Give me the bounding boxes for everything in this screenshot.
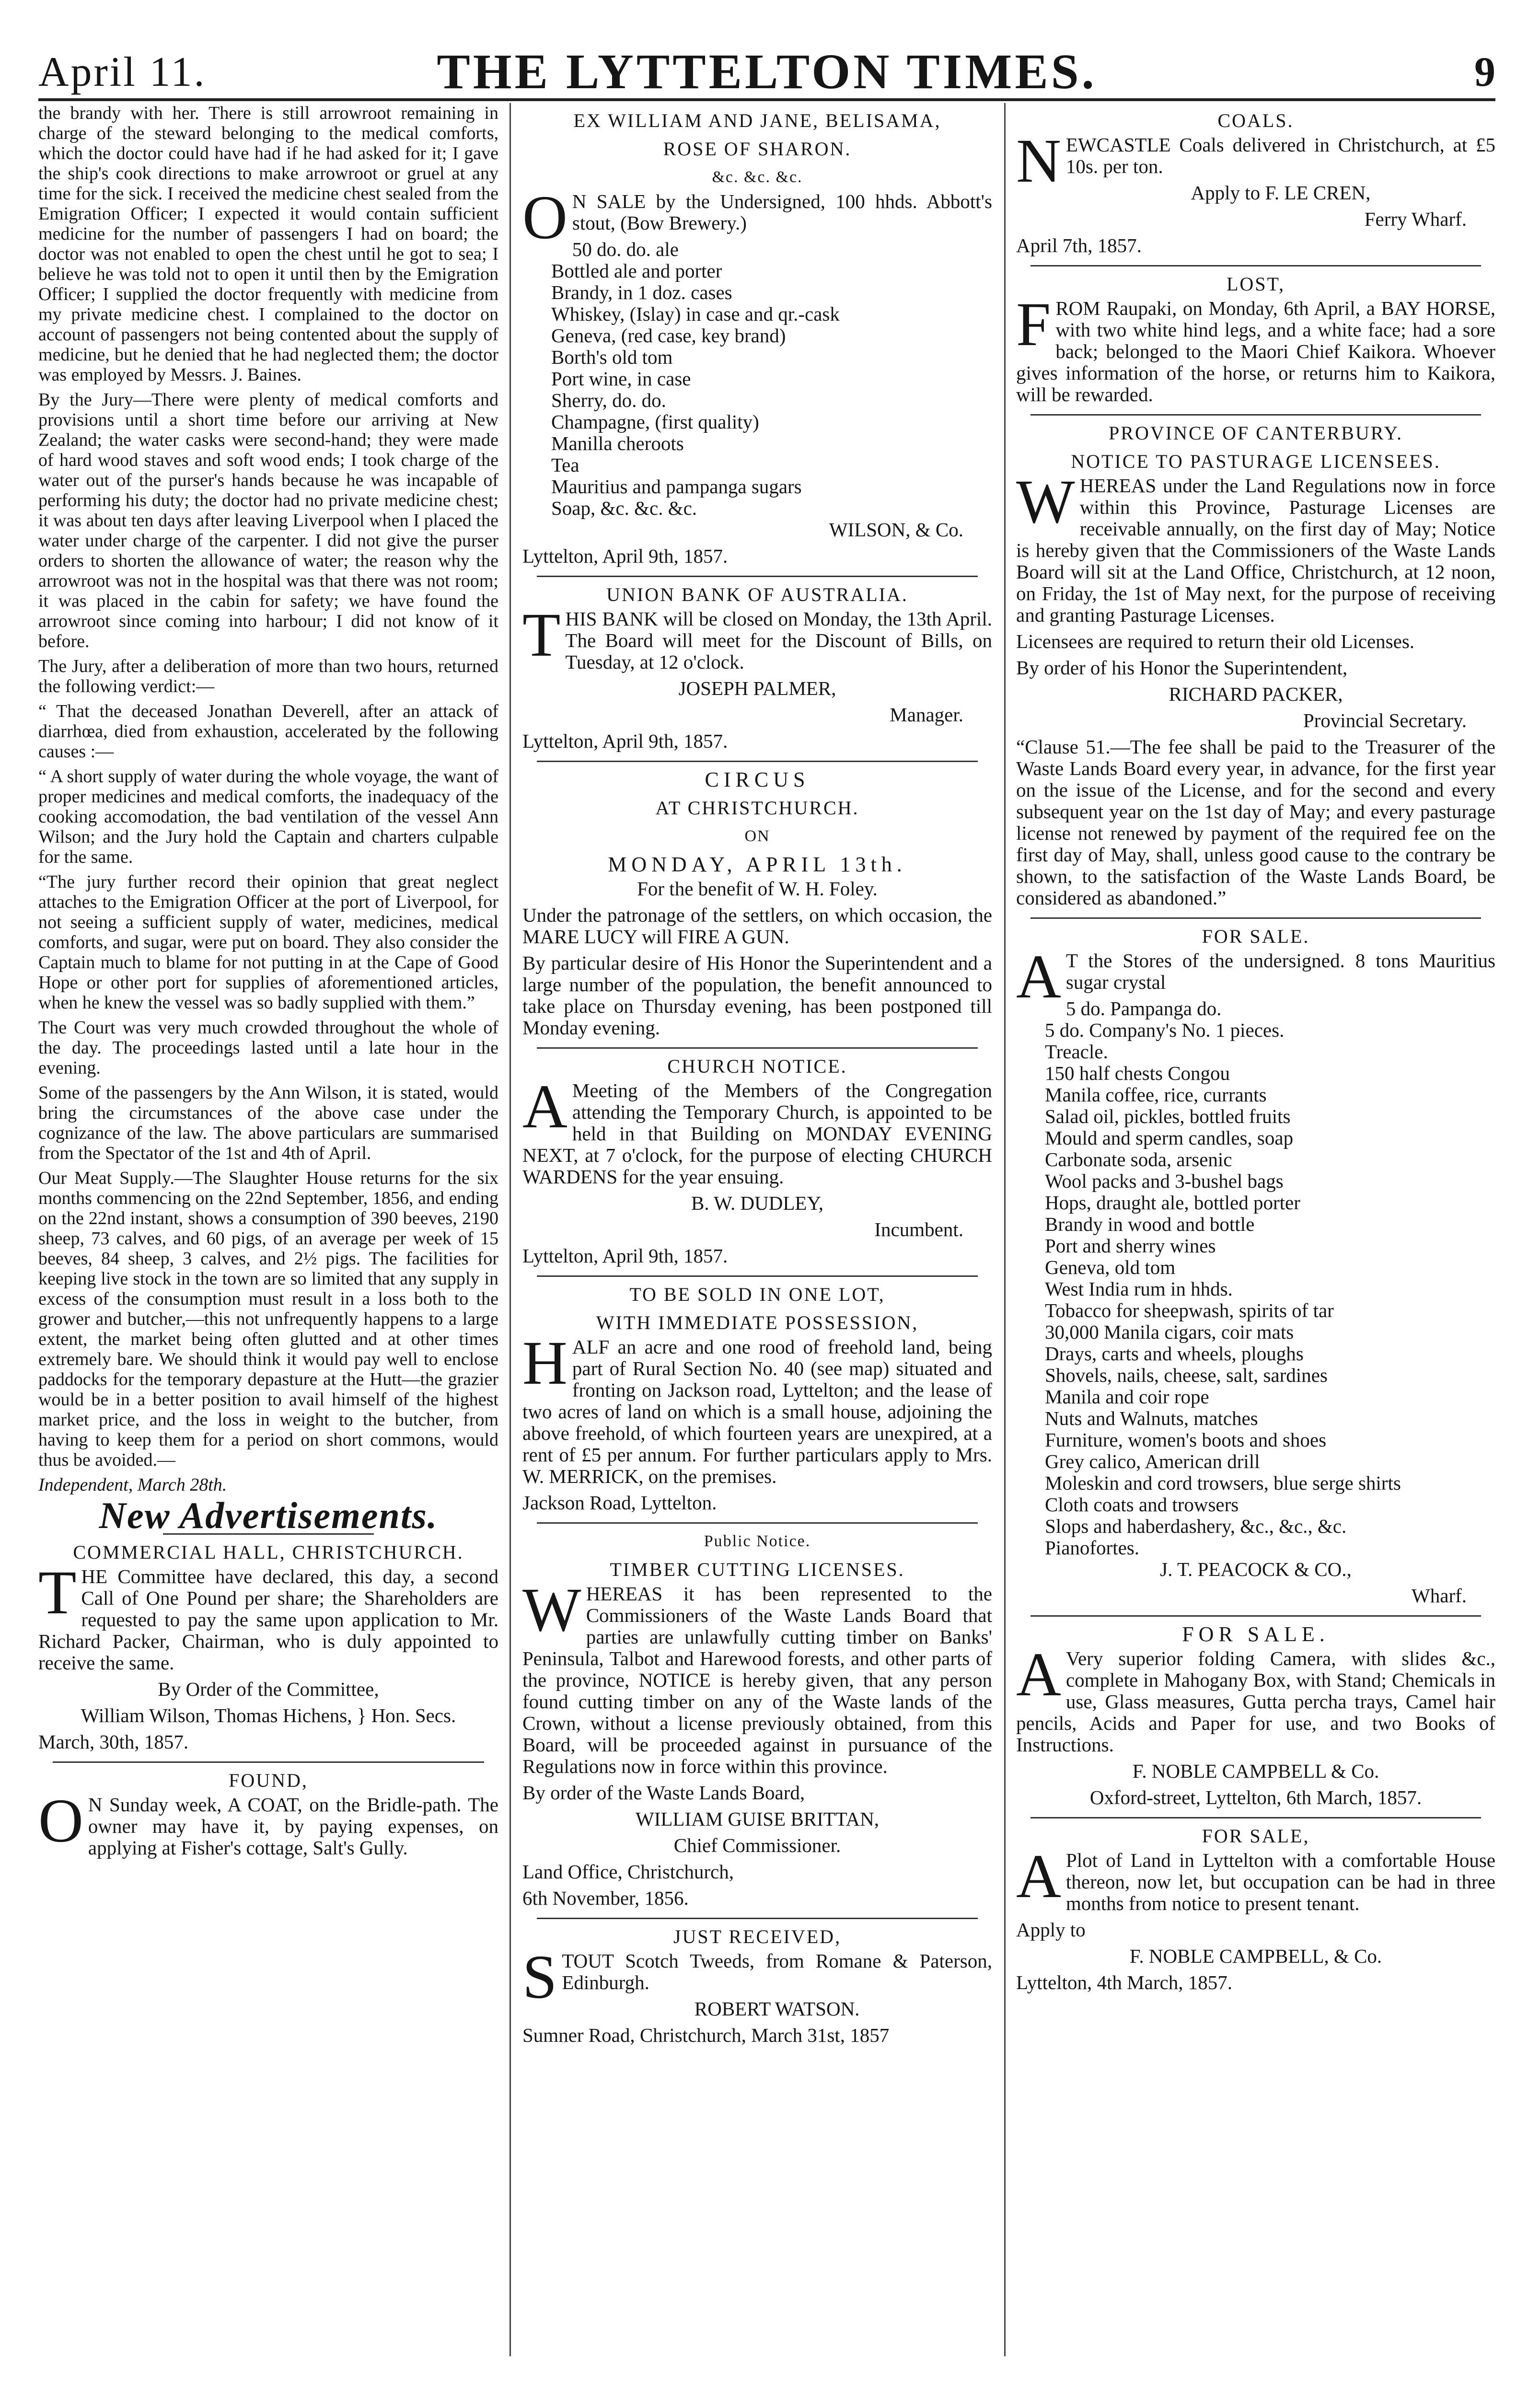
list-item: West India rum in hhds. (1045, 1278, 1233, 1300)
ad-text: T the Stores of the undersigned. 8 tons Mauritius sugar crystal (1065, 949, 1495, 993)
news-paragraph: The Jury, after a deliberation of more than two hours, returned the following verdict:— (38, 656, 498, 696)
ad-heading: CIRCUS (705, 768, 810, 791)
ad-text: EWCASTLE Coals delivered in Christchurch, at £5 10s. per ton. (1065, 134, 1495, 177)
list-item: Brandy in wood and bottle (1045, 1213, 1255, 1235)
ad-date: 6th November, 1856. (522, 1887, 689, 1909)
ad-date: Sumner Road, Christchurch, March 31st, 1857 (522, 2024, 890, 2046)
just-received-ad (522, 1926, 992, 2046)
list-item: Carbonate soda, arsenic (1045, 1148, 1232, 1170)
circus-benefit: For the benefit of W. H. Foley. (637, 878, 878, 900)
divider (537, 576, 978, 577)
list-item: 150 half chests Congou (1045, 1062, 1230, 1084)
news-paragraph: By the Jury—There were plenty of medical comforts and provisions until a short time before our arriving at New Zealand; the water casks were second-hand; they were made of hard wood staves and soft wood ends; I took charge of the water out of the purser's hands because he was incapable of performing his duty; the doctor had no private medicine chest; it was about ten days after leaving Liverpool when I placed the water under charge of the carpenter. I did not give the purser orders to shorten the allowance of water; the reason why the arrowroot was not in the hospital was that there was not room; it was placed in the cabin for safety; we have found the arrowroot since coming into harbour; I did not know of it before. (38, 390, 498, 651)
column-divider (1004, 103, 1006, 2356)
list-item: Pianofortes. (1045, 1537, 1139, 1559)
ad-date: March, 30th, 1857. (38, 1731, 189, 1753)
ad-signature: F. NOBLE CAMPBELL & Co. (1132, 1760, 1379, 1782)
news-paragraph: “The jury further record their opinion that great neglect attaches to the Emigration Officer at the port of Liverpool, for not seeing a sufficient supply of water, medicines, medical comforts, and sugar, were put on board. They also consider the Captain much to blame for not putting in at the Cape of Good Hope or other port for supplies of aforementioned articles, when he knew the vessel was so badly supplied with them.” (38, 872, 498, 1013)
newspaper-title: THE LYTTELTON TIMES. (437, 44, 1097, 99)
list-item: Port and sherry wines (1045, 1235, 1216, 1257)
drop-cap: T (522, 601, 561, 670)
ad-signature: RICHARD PACKER, (1169, 683, 1343, 705)
drop-cap: O (522, 183, 567, 252)
ad-text: ROM Raupaki, on Monday, 6th April, a BAY HORSE, with two white hind legs, and a white face; had a sore back; belonged to the Maori Chief Kaikora. Whoever gives information of the horse, or returns him to Kaikora, will be rewarded. (1016, 297, 1495, 405)
camera-sale-ad (1016, 1623, 1495, 1808)
list-item: Tea (551, 454, 579, 476)
divider (537, 761, 978, 762)
list-item: Manila and coir rope (1045, 1386, 1209, 1408)
lost-horse-ad (1016, 273, 1495, 405)
divider (1031, 917, 1481, 919)
news-paragraph: the brandy with her. There is still arrowroot remaining in charge of the steward belonging to the medical comforts, which the doctor could have had if he had asked for it; I gave the ship's cook directions to make arrowroot or gruel at any time for the sick. I received the medicine chest sealed from the Emigration Officer; I expected it would contain sufficient medicine for the number of passengers I had on board; the doctor was not enabled to open the chest until he got to sea; I believe he was told not to open it until then by the Emigration Officer; I supplied the doctor frequently with medicine from my private medicine chest. I complained to the doctor on account of passengers not being contented about the supply of medicine, but he denied that he had neglected them; the doctor was employed by Messrs. J. Baines. (38, 103, 498, 385)
list-item: Salad oil, pickles, bottled fruits (1045, 1105, 1291, 1127)
church-notice-ad (522, 1055, 992, 1267)
ad-text: Licensees are required to return their old Licenses. (1016, 630, 1415, 652)
ad-text: HE Committee have declared, this day, a second Call of One Pound per share; the Shareholders are requested to pay the same upon application to Mr. Richard Packer, Chairman, who is duly appointed to receive the same. (38, 1565, 498, 1674)
divider (53, 1761, 484, 1763)
ad-role: Chief Commissioner. (673, 1834, 841, 1856)
drop-cap: A (1016, 1842, 1061, 1911)
list-item: Grey calico, American drill (1045, 1450, 1260, 1472)
ad-text: Meeting of the Members of the Congregation attending the Temporary Church, is appointed to be held in that Building on MONDAY EVENING NEXT, at 7 o'clock, for the purpose of electing CHURCH WARDENS for the year ensuing. (522, 1079, 992, 1188)
drop-cap: S (522, 1943, 557, 2012)
ad-date: Lyttelton, 4th March, 1857. (1016, 1971, 1232, 1993)
column-2 (522, 103, 992, 2356)
drop-cap: N (1016, 127, 1061, 196)
ship-cargo-ad (522, 110, 992, 567)
list-item: Brandy, in 1 doz. cases (551, 281, 732, 303)
ad-signature: J. T. PEACOCK & CO., (1160, 1558, 1352, 1580)
news-source: Independent, March 28th. (38, 1475, 227, 1495)
ad-subheading: AT CHRISTCHURCH. (655, 797, 859, 819)
list-item: 5 do. Pampanga do. (1065, 997, 1222, 1019)
list-item: Cloth coats and trowsers (1045, 1494, 1239, 1516)
ad-signature: WILSON, & Co. (829, 519, 963, 541)
divider (537, 1918, 978, 1919)
list-item: 5 do. Company's No. 1 pieces. (1045, 1019, 1285, 1041)
ad-subheading: ROSE OF SHARON. (663, 138, 852, 160)
ad-text: Very superior folding Camera, with slides &c., complete in Mahogany Box, with Stand; Chemicals in use, Glass measures, Gutta percha trays, Camel hair pencils, Acids and Paper for use, and two Books of Instructions. (1016, 1647, 1495, 1756)
drop-cap: A (522, 1072, 567, 1141)
list-item: Shovels, nails, cheese, salt, sardines (1045, 1364, 1328, 1386)
ad-heading: TIMBER CUTTING LICENSES. (610, 1559, 905, 1580)
coals-ad (1016, 110, 1495, 256)
ad-place: Ferry Wharf. (1364, 208, 1467, 230)
column-divider (509, 103, 511, 2356)
ad-date: April 7th, 1857. (1016, 234, 1142, 256)
ad-on: ON (744, 827, 770, 845)
pasturage-notice-ad (1016, 422, 1495, 909)
drop-cap: A (1016, 942, 1061, 1011)
advertisements-heading: New Advertisements. (99, 1494, 438, 1536)
news-paragraph: Our Meat Supply.—The Slaughter House returns for the six months commencing on the 22nd September, 1856, and ending on the 22nd instant, shows a consumption of 390 beeves, 2190 sheep, 73 calves, and 60 pigs, of an average per week of 15 beeves, 84 sheep, 3 calves, and 2½ pigs. The facilities for keeping live stock in the town are so limited that any supply in excess of the consumption must result in a loss both to the grower and butcher,—this not unfrequently happens to a large extent, the market being often glutted and at other times extremely bare. We should think it would pay well to enclose paddocks for the temporary depasture at the Hutt—the grazier would be in a better position to avail himself of the highest market price, and the loss in weight to the butcher, from having to keep them for a period on short commons, would thus be avoided.— (38, 1168, 498, 1470)
ad-heading: COMMERCIAL HALL, CHRISTCHURCH. (73, 1541, 464, 1563)
ad-heading: PROVINCE OF CANTERBURY. (1109, 422, 1403, 444)
divider (537, 1522, 978, 1524)
divider (1031, 414, 1481, 416)
divider (537, 1275, 978, 1277)
ad-heading: TO BE SOLD IN ONE LOT, (629, 1284, 885, 1305)
news-paragraph: The Court was very much crowded throughout the whole of the day. The proceedings lasted until a late hour in the evening. (38, 1018, 498, 1078)
ad-role: Incumbent. (874, 1218, 963, 1240)
ad-signatories: William Wilson, Thomas Hichens, (81, 1704, 352, 1726)
list-item: Nuts and Walnuts, matches (1045, 1407, 1258, 1429)
ad-text: N SALE by the Undersigned, 100 hhds. Abbott's stout, (Bow Brewery.) (572, 190, 992, 234)
list-item: Tobacco for sheepwash, spirits of tar (1045, 1299, 1334, 1321)
ad-order: By Order of the Committee, (158, 1678, 379, 1700)
ad-heading: FOR SALE. (1202, 926, 1310, 947)
ad-text: HEREAS under the Land Regulations now in force within this Province, Pasturage Licenses are receivable annually, on the first day of May; Notice is hereby given that the Commissioners of the Waste Lands Board will sit at the Land Office, Christchurch, at 12 noon, on Friday, the 1st of May next, for the purpose of receiving and granting Pasturage Licenses. (1016, 475, 1495, 626)
ad-heading: FOR SALE. (1182, 1622, 1330, 1646)
ad-heading: CHURCH NOTICE. (667, 1055, 847, 1077)
list-item: Drays, carts and wheels, ploughs (1045, 1343, 1304, 1365)
list-item: Wool packs and 3-bushel bags (1045, 1170, 1284, 1192)
ad-role: Hon. Secs. (371, 1704, 456, 1726)
ad-place: Wharf. (1412, 1585, 1467, 1607)
ad-date: Lyttelton, April 9th, 1857. (522, 730, 728, 752)
land-sale-ad (522, 1284, 992, 1514)
list-item: Geneva, old tom (1045, 1256, 1176, 1278)
goods-list (1045, 998, 1495, 1559)
ad-role: Manager. (890, 704, 963, 726)
ad-text: Under the patronage of the settlers, on which occasion, the MARE LUCY will FIRE A GUN. (522, 904, 992, 948)
ad-text: HIS BANK will be closed on Monday, the 13th April. The Board will meet for the Discount of Bills, on Tuesday, at 12 o'clock. (565, 608, 992, 673)
ad-heading: FOUND, (229, 1770, 308, 1791)
list-item: Furniture, women's boots and shoes (1045, 1429, 1327, 1451)
list-item: Bottled ale and porter (551, 260, 722, 282)
circus-date: MONDAY, APRIL 13th. (608, 853, 907, 876)
list-item: Geneva, (red case, key brand) (551, 324, 786, 347)
ad-text: ALF an acre and one rood of freehold land, being part of Rural Section No. 40 (see map) situated and fronting on Jackson road, Lyttelton; and the lease of two acres of land on which is a small house, adjoining the above freehold, of which fourteen years are unexpired, at a rent of £5 per annum. For further particulars apply to Mrs. W. MERRICK, on the premises. (522, 1336, 992, 1487)
land-house-sale-ad (1016, 1825, 1495, 1993)
ad-apply: Apply to (1016, 1919, 1086, 1941)
news-paragraph: “ A short supply of water during the whole voyage, the want of proper medicines and medical comforts, the inadequacy of the cooking accomodation, the bad ventilation of the vessel Ann Wilson; and the Jury hold the Captain and charters culpable for the same. (38, 766, 498, 867)
list-item: Whiskey, (Islay) in case and qr.-cask (551, 303, 840, 325)
ad-signature: B. W. DUDLEY, (691, 1192, 824, 1214)
ad-address: Jackson Road, Lyttelton. (522, 1492, 717, 1514)
list-item: 50 do. do. ale (572, 238, 679, 260)
drop-cap: F (1016, 290, 1051, 359)
ad-date: Lyttelton, April 9th, 1857. (522, 1245, 728, 1267)
divider (1031, 265, 1481, 266)
drop-cap: T (38, 1558, 77, 1627)
union-bank-ad (522, 584, 992, 752)
divider (1031, 1615, 1481, 1617)
news-paragraph: Some of the passengers by the Ann Wilson, it is stated, would bring the circumstances of the above case under the cognizance of the law. The above particulars are summarised from the Spectator of the 1st and 4th of April. (38, 1083, 498, 1163)
list-item: Manila coffee, rice, currants (1045, 1084, 1267, 1106)
ad-text: By particular desire of His Honor the Superintendent and a large number of the population, the benefit announced to take place on Thursday evening, has been postponed till Monday evening. (522, 952, 992, 1039)
list-item: Slops and haberdashery, &c., &c., &c. (1045, 1515, 1347, 1537)
column-1 (38, 103, 498, 2356)
page-number: 9 (1474, 49, 1495, 95)
circus-ad (522, 769, 992, 1039)
ad-date: Lyttelton, April 9th, 1857. (522, 545, 728, 567)
ad-subheading: &c. &c. &c. (712, 168, 803, 186)
ad-place: Land Office, Christchurch, (522, 1861, 734, 1883)
list-item: Soap, &c. &c. &c. (551, 497, 697, 519)
drop-cap: W (1016, 467, 1075, 536)
column-3 (1016, 103, 1495, 2356)
ad-heading: COALS. (1217, 110, 1294, 131)
ad-text: Plot of Land in Lyttelton with a comfortable House thereon, now let, but occupation can be had in three months from notice to present tenant. (1065, 1849, 1495, 1914)
drop-cap: O (38, 1786, 83, 1855)
ad-clause: “Clause 51.—The fee shall be paid to the Treasurer of the Waste Lands Board every year, in advance, for the first year on the issue of the License, and for the second and every subsequent year on the 1st day of May; and every pasturage license not renewed by payment of the required fee on the first day of May, shall, unless good cause to the contrary be shown, to the satisfaction of the Waste Lands Board, be considered as abandoned.” (1016, 736, 1495, 909)
timber-licenses-ad (522, 1530, 992, 1909)
ad-text: TOUT Scotch Tweeds, from Romane & Paterson, Edinburgh. (562, 1950, 992, 1993)
divider (537, 1047, 978, 1049)
cargo-list (551, 239, 992, 519)
ad-heading: LOST, (1226, 273, 1285, 295)
ad-heading: FOR SALE, (1202, 1825, 1310, 1847)
ad-signature: JOSEPH PALMER, (678, 677, 836, 699)
ad-preheading: Public Notice. (704, 1532, 811, 1550)
found-ad (38, 1770, 498, 1859)
masthead-rule (38, 98, 1495, 101)
ad-signature: ROBERT WATSON. (694, 1998, 860, 2020)
ad-role: Provincial Secretary. (1303, 709, 1467, 731)
list-item: Treacle. (1045, 1041, 1108, 1063)
ad-apply: Apply to F. LE CREN, (1191, 182, 1371, 204)
list-item: Mould and sperm candles, soap (1045, 1127, 1294, 1149)
ad-subheading: NOTICE TO PASTURAGE LICENSEES. (1071, 451, 1441, 472)
drop-cap: A (1016, 1640, 1061, 1709)
list-item: Champagne, (first quality) (551, 411, 759, 433)
masthead (38, 43, 1495, 105)
ad-signature: F. NOBLE CAMPBELL, & Co. (1129, 1945, 1382, 1967)
ad-text: By order of his Honor the Superintendent, (1016, 657, 1348, 679)
ad-text: N Sunday week, A COAT, on the Bridle-path. The owner may have it, by paying expenses, on applying at Fisher's cottage, Salt's Gully. (88, 1794, 498, 1859)
list-item: 30,000 Manila cigars, coir mats (1045, 1321, 1294, 1343)
ad-heading: UNION BANK OF AUSTRALIA. (606, 584, 908, 605)
ad-text: HEREAS it has been represented to the Commissioners of the Waste Lands Board that parties are unlawfully cutting timber on Banks' Peninsula, Talbot and Harewood forests, and other parts of the province, NOTICE is hereby given, that any person found cutting timber on any of the Waste lands of the Crown, without a license previously obtained, from this Board, will be proceeded against in pursuance of the Regulations now in force within this province. (522, 1583, 992, 1777)
ad-heading: EX WILLIAM AND JANE, BELISAMA, (573, 110, 941, 131)
ad-heading: JUST RECEIVED, (673, 1926, 842, 1947)
list-item: Sherry, do. do. (551, 389, 666, 411)
list-item: Port wine, in case (551, 368, 691, 390)
commercial-hall-ad: COMMERCIAL HALL, CHRISTCHURCH. THE Committee have declared, this day, a second Call of One Pound per share; the Shareholders are requested to pay the same upon application to Mr. Richard Packer, Chairman, who is duly appointed to receive the same. By Order of the Committee, William Wilson, Thomas Hichens, } Hon. Secs. March, 30th, 1857. (38, 1541, 498, 1753)
list-item: Hops, draught ale, bottled porter (1045, 1192, 1300, 1214)
drop-cap: H (522, 1329, 567, 1398)
divider (1031, 1817, 1481, 1818)
issue-date: April 11. (38, 49, 207, 95)
news-paragraph: “ That the deceased Jonathan Deverell, after an attack of diarrhœa, died from exhaustion, accelerated by the following causes :— (38, 701, 498, 762)
ad-date: Oxford-street, Lyttelton, 6th March, 1857. (1089, 1786, 1422, 1808)
list-item: Mauritius and pampanga sugars (551, 475, 802, 498)
drop-cap: W (522, 1575, 581, 1644)
ad-signature: WILLIAM GUISE BRITTAN, (636, 1808, 879, 1830)
list-item: Manilla cheroots (551, 432, 684, 454)
list-item: Moleskin and cord trowsers, blue serge shirts (1045, 1472, 1401, 1494)
ad-subheading: WITH IMMEDIATE POSSESSION, (596, 1312, 919, 1333)
stores-sale-ad (1016, 926, 1495, 1607)
list-item: Borth's old tom (551, 346, 673, 368)
ad-order: By order of the Waste Lands Board, (522, 1782, 805, 1804)
